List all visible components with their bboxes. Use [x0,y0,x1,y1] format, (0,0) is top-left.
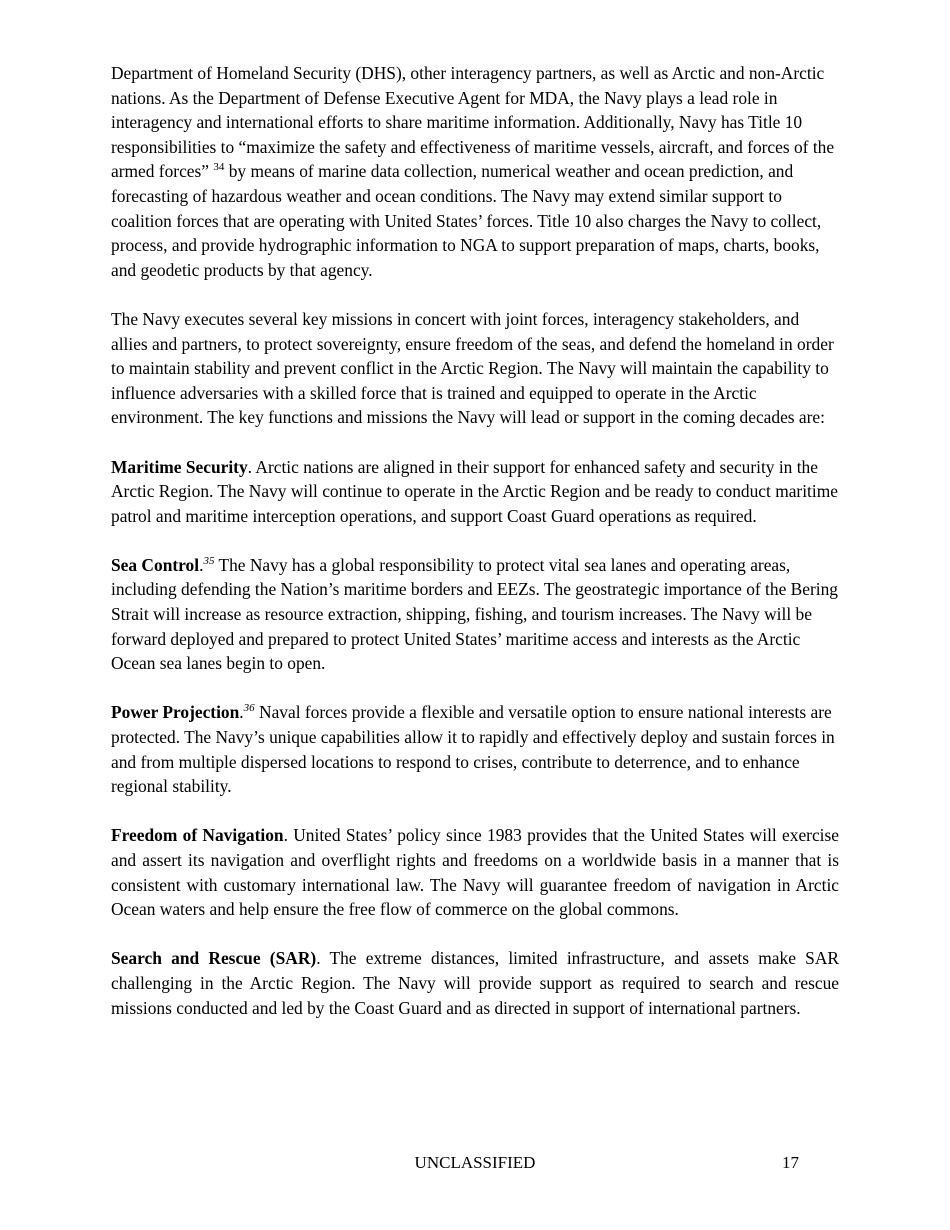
heading-period: . [239,702,244,723]
section-text: . The extreme distances, limited infrastructure, and assets make SAR challenging in the Arctic Region. The Navy will provide support as required to search and rescue missions conducted and led by the Coast Guard and as directed in support of international partners. [111,948,839,1018]
section-freedom-of-navigation [111,823,839,921]
section-heading: Freedom of Navigation [111,825,284,846]
paragraph-key-missions: The Navy executes several key missions in concert with joint forces, interagency stakeholders, and allies and partners, to protect sovereignty, ensure freedom of the seas, and defend the homeland in order to maintain stability and prevent conflict in the Arctic Region. The Navy will maintain the capability to influence adversaries with a skilled force that is trained and equipped to operate in the Arctic environment. The key functions and missions the Navy will lead or support in the coming decades are: [111,308,834,428]
document-body [111,61,839,1045]
footnote-ref-35: 35 [203,555,215,568]
section-text: . Arctic nations are aligned in their support for enhanced safety and security in the Arctic Region. The Navy will continue to operate in the Arctic Region and be ready to conduct maritime patrol and maritime interception operations, and support Coast Guard operations as required. [111,456,838,526]
section-maritime-security [111,455,839,529]
paragraph-title-10-responsibilities [111,61,839,282]
section-heading: Power Projection [111,702,240,723]
section-text: The Navy has a global responsibility to protect vital sea lanes and operating areas, including defending the Nation’s maritime borders and EEZs. The geostrategic importance of the Bering Strait will increase as resource extraction, shipping, fishing, and tourism increases. The Navy will be forward deployed and prepared to protect United States’ maritime access and interests as the Arctic Ocean sea lanes begin to open. [111,554,838,674]
section-power-projection [111,700,839,798]
heading-period: . [199,554,204,575]
footnote-ref-36: 36 [243,702,255,715]
section-heading: Maritime Security [111,456,248,477]
section-heading: Sea Control [111,554,200,575]
page-number: 17 [782,1153,799,1172]
footnote-ref-34: 34 [213,161,225,174]
paragraph-text: by means of marine data collection, numerical weather and ocean prediction, and forecasting of hazardous weather and ocean conditions. The Navy may extend similar support to coalition forces that are operating with United States’ forces. Title 10 also charges the Navy to collect, process, and provide hydrographic information to NGA to support preparation of maps, charts, books, and geodetic products by that agency. [111,161,822,280]
section-search-and-rescue [111,946,839,1020]
section-text: Naval forces provide a flexible and versatile option to ensure national interests are protected. The Navy’s unique capabilities allow it to rapidly and effectively deploy and sustain forces in and from multiple dispersed locations to respond to crises, contribute to deterrence, and to enhance regional stability. [111,702,835,797]
section-text: . United States’ policy since 1983 provides that the United States will exercise and assert its navigation and overflight rights and freedoms on a worldwide basis in a manner that is consistent with customary international law. The Navy will guarantee freedom of navigation in Arctic Ocean waters and help ensure the free flow of commerce on the global commons. [111,825,839,920]
section-heading: Search and Rescue (SAR) [111,948,317,969]
paragraph-text: Department of Homeland Security (DHS), other interagency partners, as well as Arctic and non-Arctic nations. As the Department of Defense Executive Agent for MDA, the Navy plays a lead role in interagency and international efforts to share maritime information. Additionally, Navy has Title 10 responsibilities to “maximize the safety and effectiveness of maritime vessels, aircraft, and forces of the armed forces” [111,63,835,182]
classification-marking: UNCLASSIFIED [414,1153,536,1172]
section-sea-control [111,553,839,676]
